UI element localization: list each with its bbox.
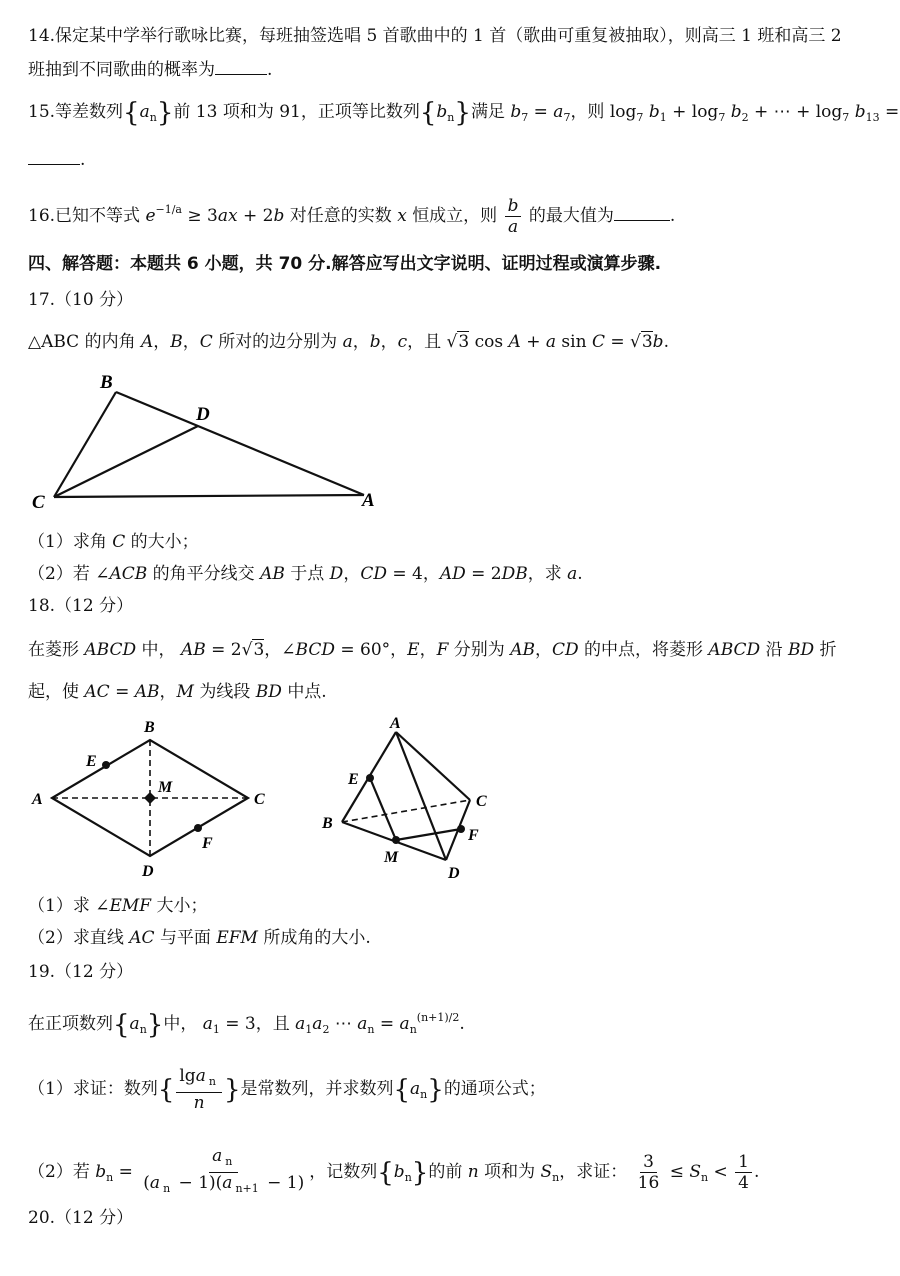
fig1-M: M [158, 779, 173, 796]
q19-stem-b: 中， [163, 1014, 198, 1034]
q14-line2: 班抽到不同歌曲的概率为 . [28, 60, 273, 80]
q18-part1: （1）求 ∠EMF 大小； [28, 896, 208, 916]
q19-stem: 在正项数列$\{a_n\}$中， $a_1 = 3$，且 $a_1a_2$ ⋯ $a_n = a_n^{(n+1)/2}$. [28, 1010, 465, 1040]
q19-stem-a: 在正项数列 [28, 1014, 113, 1034]
q18-stem1b: 中， [141, 640, 176, 660]
q17-p2: （2）若 [28, 564, 90, 584]
q17-p2b: 的角平分线交 [152, 564, 255, 584]
q18-stem1e: 沿 [765, 640, 783, 660]
q16-mid: 对任意的实数 [289, 206, 392, 226]
q20-header [28, 1206, 133, 1230]
fig2-F: F [468, 827, 479, 844]
q19-p2c: 的前 [428, 1162, 463, 1182]
q17-p1b: 的大小； [130, 532, 199, 552]
answer-blank [614, 204, 670, 221]
q19-part1: （1）求证：数列{ $\frac{\lg a _n}{n}$ }是常数列，并求数列$\{a_n\}$的通项公式； [28, 1066, 546, 1113]
q18-stem1d: 的中点，将菱形 [584, 640, 704, 660]
q19-p2e: ，求证： [559, 1162, 628, 1182]
fig1-C: C [254, 791, 265, 808]
section-header [28, 252, 661, 276]
q17-stem-a: △ABC 的内角 [28, 332, 136, 352]
q19-title: 19.（12 分） [28, 962, 134, 982]
q19-p2b: ，记数列 [309, 1162, 378, 1182]
rhombus-figure [28, 712, 288, 882]
q18-part2: （2）求直线 AC 与平面 EFM 所成角的大小. [28, 928, 371, 948]
q16-prefix: 16.已知不等式 [28, 206, 141, 226]
q17-p2d: ，求 [527, 564, 562, 584]
q17-p2c: 于点 [290, 564, 325, 584]
answer-blank [28, 148, 80, 165]
q14-text2: 班抽到不同歌曲的概率为 [28, 60, 215, 80]
q18-stem1a: 在菱形 [28, 640, 79, 660]
answer-blank [215, 58, 267, 75]
q17-stem-b: 所对的边分别为 [218, 332, 338, 352]
q17-stem-c: ，且 [407, 332, 442, 352]
fig1-D: D [142, 863, 154, 880]
three-sixteenths: $\frac{3}{16}$ [637, 1152, 660, 1193]
fig2-E: E [348, 771, 359, 788]
b-over-a-fraction: $\frac{b}{a}$ [505, 196, 522, 237]
q18-title: 18.（12 分） [28, 596, 134, 616]
q15-prefix: 15.等差数列 [28, 102, 124, 122]
q16-mid2: 恒成立，则 [412, 206, 498, 226]
q19-p1c: 的通项公式； [443, 1079, 546, 1099]
q17-part1: （1）求角 C 的大小； [28, 532, 199, 552]
q18-p2: （2）求直线 [28, 928, 124, 948]
q17-part2: （2）若 ∠ACB 的角平分线交 AB 于点 D，CD = 4，AD = 2DB，求 a. [28, 564, 583, 584]
fig1-E: E [86, 753, 97, 770]
section-title: 四、解答题：本题共 6 小题，共 70 分.解答应写出文字说明、证明过程或演算步骤. [28, 254, 662, 274]
q17-stem: △ABC 的内角 A，B，C 所对的边分别为 a，b，c，且 √3 cos A + a sin C = √3b. [28, 332, 669, 352]
q19-p2: （2）若 [28, 1162, 90, 1182]
q14-text1: 14.保定某中学举行歌咏比赛，每班抽签选唱 5 首歌曲中的 1 首（歌曲可重复被抽取），则高三 1 班和高三 2 [28, 26, 842, 46]
q17-p1: （1）求角 [28, 532, 107, 552]
q19-header [28, 960, 133, 984]
fig1-A: A [32, 791, 43, 808]
q18-stem2b: 为线段 [199, 682, 251, 702]
q15-mid1: 前 13 项和为 91，正项等比数列 [173, 102, 420, 122]
one-quarter: $\frac{1}{4}$ [735, 1152, 752, 1193]
q17-header [28, 288, 133, 312]
q19-p2d: 项和为 [484, 1162, 536, 1182]
fig2-M: M [384, 849, 399, 866]
fig1-F: F [202, 835, 213, 852]
q20-title: 20.（12 分） [28, 1208, 134, 1228]
lg-an-over-n: $\frac{\lg a _n}{n}$ [176, 1066, 222, 1113]
fig1-B: B [144, 719, 155, 736]
q19-part2: （2）若 $b_n$ = $\frac{a _n}{(a _n - 1)(a _{n+1} - 1)}$ ，记数列$\{b_n\}$的前 n 项和为 $S_n$，求证： $\frac{3}{16}$ ≤ $S_n$ < $\frac{1}{4}$ . [28, 1146, 759, 1199]
q18-stem1f: 折 [819, 640, 837, 660]
fig2-D: D [448, 865, 460, 882]
label-B: B [100, 372, 113, 393]
q18-stem2: 起，使 AC = AB，M 为线段 BD 中点. [28, 682, 327, 702]
q15-mid2: 满足 [470, 102, 505, 122]
q18-p1b: 大小； [156, 896, 208, 916]
q18-p1: （1）求 [28, 896, 90, 916]
triangle-figure [28, 368, 398, 518]
q18-p2c: 所成角的大小. [263, 928, 371, 948]
bn-fraction: $\frac{a _n}{(a _n - 1)(a _{n+1} - 1)}$ [143, 1146, 305, 1195]
q14-line1 [28, 24, 842, 48]
q15-mid3: ，则 [570, 102, 605, 122]
q18-stem2a: 起，使 [28, 682, 79, 702]
q18-stem2c: 中点. [287, 682, 327, 702]
q16-suffix: 的最大值为 [528, 206, 614, 226]
q15-line: 15.等差数列$\{a_n\}$前 13 项和为 91，正项等比数列$\{b_n\}$满足 $b_7 = a_7$，则 $\log_7 b_1 + \log_7 b_2$ + ⋯ + $\log_7 b_{13}$ = [28, 98, 900, 128]
q17-title: 17.（10 分） [28, 290, 134, 310]
q18-p2b: 与平面 [159, 928, 211, 948]
tetrahedron-figure [318, 712, 508, 882]
q15-line2: . [28, 148, 85, 172]
q18-stem1c: 分别为 [453, 640, 505, 660]
label-C: C [32, 492, 45, 513]
label-A: A [362, 490, 375, 511]
q18-stem1: 在菱形 ABCD 中， AB = 2√3，∠BCD = 60°，E，F 分别为 AB，CD 的中点，将菱形 ABCD 沿 BD 折 [28, 640, 837, 660]
q19-stem-c: ，且 [255, 1014, 290, 1034]
fig2-B: B [322, 815, 333, 832]
q19-p1: （1）求证：数列 [28, 1079, 158, 1099]
fig2-C: C [476, 793, 487, 810]
q19-p1b: 是常数列，并求数列 [240, 1079, 394, 1099]
q18-header [28, 594, 133, 618]
q16-line: 16.已知不等式 $e^{-1/a} \ge 3ax + 2b$ 对任意的实数 x 恒成立，则 $\frac{b}{a}$ 的最大值为 . [28, 196, 676, 237]
fig2-A: A [390, 715, 401, 732]
label-D: D [196, 404, 210, 425]
